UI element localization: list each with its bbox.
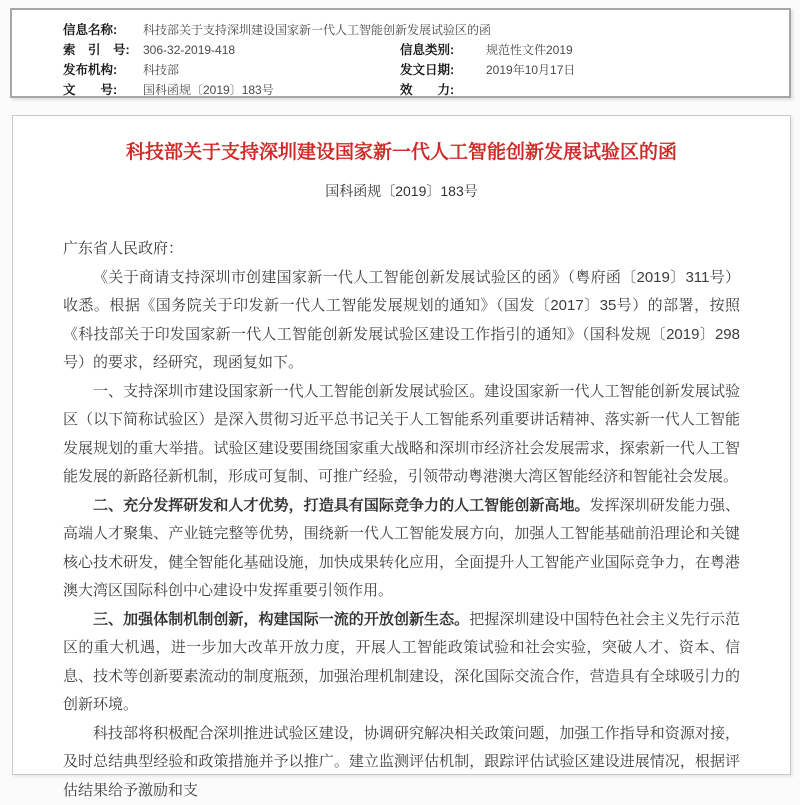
paragraph: 科技部将积极配合深圳推进试验区建设，协调研究解决相关政策问题，加强工作指导和资源对接，及时总结典型经验和政策措施并予以推广。建立监测评估机制，跟踪评估试验区建设进展情况，根据评估结果给予激励和支 — [63, 720, 740, 805]
document-panel — [12, 115, 791, 775]
meta-label: 效 力: — [400, 80, 478, 100]
meta-value: 规范性文件2019 — [478, 40, 779, 60]
paragraph: 三、加强体制机制创新，构建国际一流的开放创新生态。把握深圳建设中国特色社会主义先行示范区的重大机遇，进一步加大改革开放力度，开展人工智能政策试验和社会实验，突破人才、资本、信息、技术等创新要素流动的制度瓶颈，加强治理机制建设，深化国际交流合作，营造具有全球吸引力的创新环境。 — [63, 606, 740, 720]
meta-label: 文 号: — [63, 80, 135, 100]
paragraph: 一、支持深圳市建设国家新一代人工智能创新发展试验区。建设国家新一代人工智能创新发展试验区（以下简称试验区）是深入贯彻习近平总书记关于人工智能系列重要讲话精神、落实新一代人工智能发展规划的重大举措。试验区建设要围绕国家重大战略和深圳市经济社会发展需求，探索新一代人工智能发展的新路径新机制，形成可复制、可推广经验，引领带动粤港澳大湾区智能经济和智能社会发展。 — [63, 378, 740, 492]
document-number: 国科函规〔2019〕183号 — [63, 181, 740, 201]
paragraph-lead-bold: 二、充分发挥研发和人才优势，打造具有国际竞争力的人工智能创新高地。 — [93, 497, 590, 514]
meta-value — [478, 80, 779, 100]
document-body — [63, 235, 740, 805]
meta-label: 发布机构: — [63, 60, 135, 80]
meta-value: 国科函规〔2019〕183号 — [135, 80, 400, 100]
meta-value: 2019年10月17日 — [478, 60, 779, 80]
document-info-panel — [10, 8, 791, 98]
paragraph: 《关于商请支持深圳市创建国家新一代人工智能创新发展试验区的函》（粤府函〔2019〕311号）收悉。根据《国务院关于印发新一代人工智能发展规划的通知》（国发〔2017〕35号）的部署，按照《科技部关于印发国家新一代人工智能创新发展试验区建设工作指引的通知》（国科发规〔2019〕298号）的要求，经研究，现函复如下。 — [63, 264, 740, 378]
meta-label: 索 引 号: — [63, 40, 135, 60]
meta-label: 信息名称: — [63, 20, 135, 40]
paragraph-lead-bold: 三、加强体制机制创新，构建国际一流的开放创新生态。 — [93, 611, 469, 628]
meta-value: 科技部关于支持深圳建设国家新一代人工智能创新发展试验区的函 — [135, 20, 779, 40]
meta-value: 科技部 — [135, 60, 400, 80]
meta-grid — [12, 10, 789, 100]
salutation: 广东省人民政府： — [63, 235, 740, 264]
meta-label: 发文日期: — [400, 60, 478, 80]
paragraph: 二、充分发挥研发和人才优势，打造具有国际竞争力的人工智能创新高地。发挥深圳研发能力强、高端人才聚集、产业链完整等优势，围绕新一代人工智能发展方向，加强人工智能基础前沿理论和关键核心技术研发，健全智能化基础设施，加快成果转化应用，全面提升人工智能产业国际竞争力，在粤港澳大湾区国际科创中心建设中发挥重要引领作用。 — [63, 492, 740, 606]
document-title: 科技部关于支持深圳建设国家新一代人工智能创新发展试验区的函 — [63, 140, 740, 166]
meta-label: 信息类别: — [400, 40, 478, 60]
meta-value: 306-32-2019-418 — [135, 40, 400, 60]
